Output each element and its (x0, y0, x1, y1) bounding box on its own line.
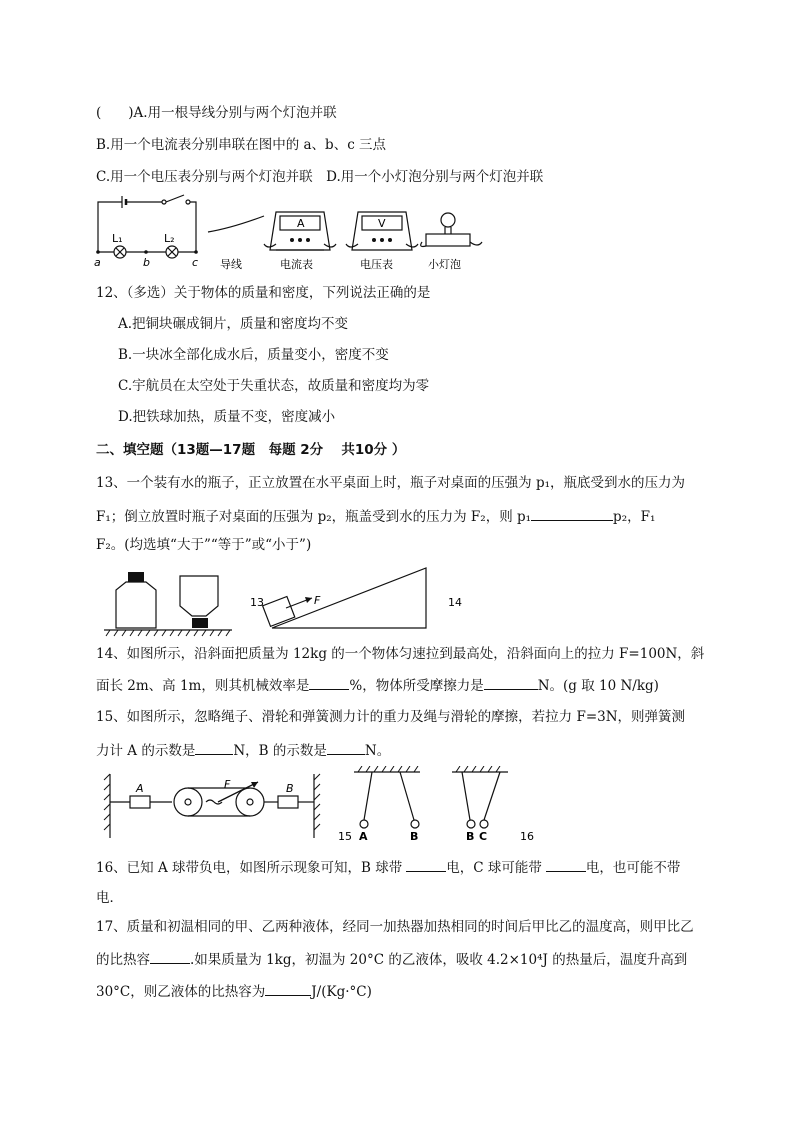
q12-option-b: B.一块冰全部化成水后，质量变小，密度不变 (118, 347, 389, 363)
q17-blank-2[interactable] (265, 981, 311, 996)
fig-num-13: 13 (250, 596, 264, 609)
q14-line2 (96, 675, 659, 695)
q14-blank-1[interactable] (309, 675, 349, 690)
fig-num-14: 14 (448, 596, 462, 609)
q13-line2b: p₂，F₁ (613, 509, 656, 525)
label-b: b (143, 256, 150, 269)
q15-line2b: N，B 的示数是 (233, 743, 327, 759)
q16-blank-1[interactable] (406, 857, 446, 872)
q11-figure (92, 192, 512, 274)
q15-line2a: 力计 A 的示数是 (96, 743, 196, 759)
q17-line1: 17、质量和初温相同的甲、乙两种液体，经同一加热器加热相同的时间后甲比乙的温度高，则甲比乙 (96, 919, 694, 935)
q17-line2b: .如果质量为 1kg，初温为 20°C 的乙液体，吸收 4.2×10⁴J 的热量后，温度升高到 (190, 952, 688, 968)
q13-q14-figure (100, 566, 480, 638)
q15-line1: 15、如图所示，忽略绳子、滑轮和弹簧测力计的重力及绳与滑轮的摩擦，若拉力 F=3N，则弹簧测 (96, 709, 686, 725)
q16-line1b: 电，C 球可能带 (446, 860, 542, 876)
label-l2: L₂ (164, 232, 175, 245)
q11-option-b: B.用一个电流表分别串联在图中的 a、b、c 三点 (96, 137, 387, 153)
q13-line2 (96, 506, 655, 526)
q15-blank-2[interactable] (327, 740, 365, 755)
ball-b-label: B (410, 830, 419, 843)
fig-num-16: 16 (520, 830, 534, 843)
q14-line2a: 面长 2m、高 1m，则其机械效率是 (96, 678, 310, 694)
q14-line2c: N。(g 取 10 N/kg) (537, 678, 659, 694)
q13-line2a: F₁；倒立放置时瓶子对桌面的压强为 p₂，瓶盖受到水的压力为 F₂，则 p₁ (96, 509, 532, 525)
q12-option-d: D.把铁球加热，质量不变，密度减小 (118, 409, 336, 425)
force-label: F (314, 594, 321, 607)
q14-line2b: %，物体所受摩擦力是 (349, 678, 484, 694)
q13-line1: 13、一个装有水的瓶子，正立放置在水平桌面上时，瓶子对桌面的压强为 p₁，瓶底受到水的压力为 (96, 475, 686, 491)
q13-blank-1[interactable] (531, 506, 613, 521)
q17-line3b: J/(Kg·°C) (311, 984, 372, 1000)
q16-line1 (96, 857, 680, 877)
voltmeter-letter: V (378, 217, 386, 230)
label-ammeter: 电流表 (280, 258, 313, 271)
q17-line3a: 30°C，则乙液体的比热容为 (96, 984, 266, 1000)
q11-option-a: ( )A.用一根导线分别与两个灯泡并联 (96, 105, 337, 121)
q17-line3 (96, 981, 372, 1001)
q12-option-a: A.把铜块碾成铜片，质量和密度均不变 (118, 316, 349, 332)
q14-line1: 14、如图所示，沿斜面把质量为 12kg 的一个物体匀速拉到最高处，沿斜面向上的拉力 F=100N，斜 (96, 646, 705, 662)
q15-q16-figure (100, 766, 560, 846)
label-l1: L₁ (112, 232, 123, 245)
label-bulb: 小灯泡 (428, 258, 461, 271)
q16-line1c: 电，也可能不带 (585, 860, 681, 876)
ball-b2-label: B (466, 830, 475, 843)
q15-line2 (96, 740, 390, 760)
q17-blank-1[interactable] (150, 949, 190, 964)
q12-option-c: C.宇航员在太空处于失重状态，故质量和密度均为零 (118, 378, 430, 394)
q15-blank-1[interactable] (195, 740, 233, 755)
q16-line1a: 16、已知 A 球带负电，如图所示现象可知，B 球带 (96, 860, 403, 876)
q15-line2c: N。 (364, 743, 391, 759)
q12-stem: 12、（多选）关于物体的质量和密度，下列说法正确的是 (96, 285, 431, 301)
ball-c-label: C (479, 830, 488, 843)
spring-b-label: B (286, 782, 294, 795)
label-a: a (94, 256, 101, 269)
label-wire: 导线 (220, 258, 242, 271)
fig-num-15: 15 (338, 830, 352, 843)
label-c: c (192, 256, 199, 269)
spring-a-label: A (136, 782, 144, 795)
q11-option-cd: C.用一个电压表分别与两个灯泡并联 D.用一个小灯泡分别与两个灯泡并联 (96, 169, 544, 185)
ammeter-letter: A (297, 217, 305, 230)
section-heading: 二、填空题（13题—17题 每题 2分 共10分 ） (96, 442, 406, 458)
label-voltmeter: 电压表 (360, 258, 393, 271)
ball-a-label: A (359, 830, 368, 843)
q14-blank-2[interactable] (484, 675, 538, 690)
q16-line2: 电． (96, 890, 123, 906)
q17-line2a: 的比热容 (96, 952, 150, 968)
q16-blank-2[interactable] (546, 857, 586, 872)
q17-line2 (96, 949, 687, 969)
pull-force-label: F (224, 778, 231, 791)
q13-line3: F₂。(均选填“大于”“等于”或“小于”) (96, 537, 312, 553)
